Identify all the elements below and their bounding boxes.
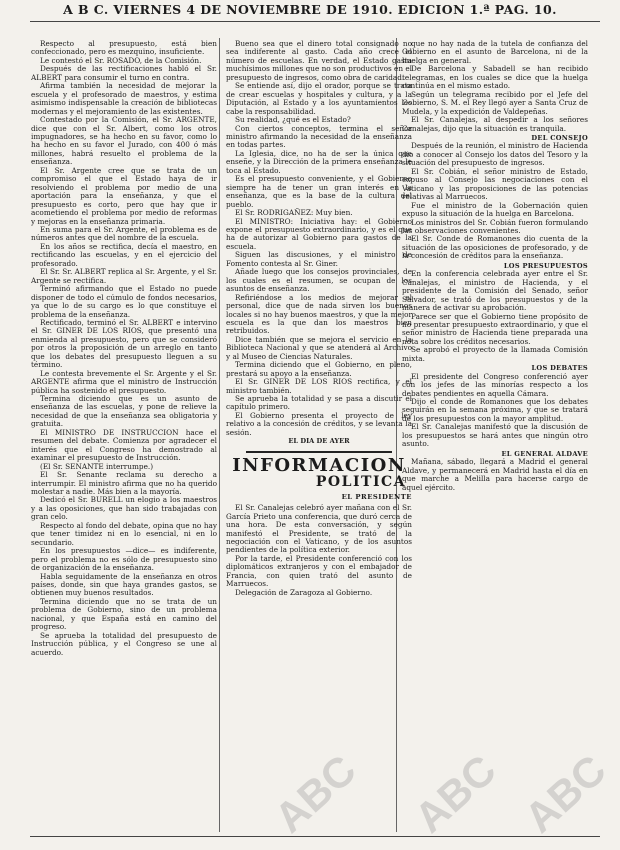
column-1 (31, 40, 217, 830)
article-paragraph: En los años se rectifica, decía el maestro, en rectificando las escuelas, y en el ejercicio del profesorado. (31, 241, 217, 268)
article-paragraph: El Sr. Senante reclama su derecho a interrumpir. El ministro afirma que no ha querido molestar a nadie. Más bien a la mayoría. (31, 470, 217, 497)
article-paragraph: Dedicó el Sr. BURELL un elogio a los maestros y a las oposiciones, que han sido trabajadas con gran celo. (31, 495, 217, 522)
subsection-heading: EL GENERAL ALDAVE (501, 449, 588, 458)
article-paragraph: El presidente del Congreso conferenció ayer con los jefes de las minorías respecto a los debates pendientes en aquella Cámara. (402, 371, 588, 398)
article-paragraph: Se aprueba la totalidad del presupuesto de Instrucción pública, y el Congreso se une al acuerdo. (31, 630, 217, 657)
column-2 (226, 40, 412, 830)
article-paragraph: El MINISTRO DE INSTRUCCION hace el resumen del debate. Comienza por agradecer el interés que el Congreso ha demostrado al examinar el presupuesto de Instrucción. (31, 427, 217, 463)
masthead-title: INFORMACION (232, 454, 406, 476)
masthead-rule (246, 451, 392, 453)
article-paragraph: Termina diciendo que el Gobierno, en pleno, prestará su apoyo a la enseñanza. (226, 360, 412, 378)
article-paragraph: El Sr. Argente cree que se trata de un compromiso el que el Estado haya de ir resolviendo el problema por medio de una aportación para la enseñanza, y que el presupuesto es corto, pero que hay que ir acometiendo el problema por medio de reformas y mejoras en la enseñanza primaria. (31, 165, 217, 226)
header-rule (30, 21, 600, 22)
article-paragraph: Se aprueba la totalidad y se pasa a discutir el capítulo primero. (226, 394, 412, 412)
article-paragraph: El Sr. RODRIGAÑEZ: Muy bien. (235, 208, 353, 218)
article-paragraph: Según un telegrama recibido por el Jefe del Gobierno, S. M. el Rey llegó ayer a Santa Cruz de Mudela, y la expedición de Valdepeñas. (402, 89, 588, 116)
article-paragraph: (El Sr. SENANTE interrumpe.) (40, 461, 154, 471)
article-paragraph: Habla seguidamente de la enseñanza en otros países, donde, sin que haya grandes gastos, se obtienen muy buenos resultados. (31, 571, 217, 598)
article-paragraph: Dijo el conde de Romanones que los debates seguirán en la semana próxima, y que se tratará de los presupuestos con la mayor amplitud. (402, 397, 588, 423)
article-paragraph: El MINISTRO: Iniciativa hay: el Gobierno expone el presupuesto extraordinario, y es el que ha de autorizar al Gobierno para gastos de la escuela. (226, 216, 412, 251)
article-paragraph: Delegación de Zaragoza al Gobierno. (235, 587, 373, 597)
article-paragraph: Rectificado, terminó el Sr. ALBERT e intervino el Sr. GINER DE LOS RIOS, que presentó una enmienda al presupuesto, pero que se consideró por otros la proposición de un arreglo en tanto que los debates del presupuesto lleguen a su término. (31, 317, 217, 370)
article-paragraph: Bueno sea que el dinero total consignado no sea indiferente al gasto. Cada año crece el número de escuelas. En verdad, el Estado gasta muchísimos millones que no son productivos en el presupuesto de ingresos, como obra de caridad. (226, 40, 412, 82)
article-paragraph: En la conferencia celebrada ayer entre el Sr. Canalejas, el ministro de Hacienda, y el presidente de la Comisión del Senado, señor Salvador, se trató de los presupuestos y de la manera de activar su aprobación. (402, 269, 588, 313)
article-paragraph: Contestado por la Comisión, el Sr. ARGENTE, dice que con el Sr. Albert, como los otros impugnadores, se ha hecho en su favor, como lo ha hecho en su favor el Jurado, con 400 ó más millones, habrá resuelto el problema de la enseñanza. (31, 115, 217, 167)
article-paragraph: Termina diciendo que es un asunto de enseñanza de las escuelas, y pone de relieve la necesidad de que la enseñanza sea obligatoria y gratuita. (31, 394, 217, 429)
column-divider (219, 38, 220, 832)
article-paragraph: Se aprobó el proyecto de la llamada Comisión mixta. (402, 345, 588, 363)
article-paragraph: Fue el ministro de la Gobernación quien expuso la situación de la huelga en Barcelona. (402, 200, 588, 219)
article-paragraph: Después de las rectificaciones habló el Sr. ALBERT para consumir el turno en contra. (31, 64, 217, 82)
article-paragraph: Se entiende así, dijo el orador, porque se trata de crear escuelas y hospitales y cultura, y a la Diputación, al Estado y a los ayuntamientos les cabe la responsabilidad. (226, 81, 412, 116)
article-paragraph: El Sr. Canalejas, al despedir a los señores Canalejas, dijo que la situación es tranquila. (402, 115, 588, 133)
article-paragraph: Su realidad, ¿qué es el Estado? (235, 115, 351, 125)
article-paragraph: El Sr. Canalejas manifestó que la discusión de los presupuestos se hará antes que ningún otro asunto. (402, 422, 588, 449)
article-paragraph: que no hay nada de la tutela de confianza del Gobierno en el asunto de Barcelona, ni de la huelga en general. (402, 40, 588, 65)
article-paragraph: Terminó afirmando que el Estado no puede disponer de todo el cúmulo de fondos necesarios, ya que lo de su cargo es lo que constituye el problema de la enseñanza. (31, 284, 217, 319)
article-paragraph: Dice también que se mejora el servicio en la Biblioteca Nacional y que se atenderá al Archivo y al Museo de Ciencias Naturales. (226, 334, 412, 361)
article-paragraph: Le contesta brevemente el Sr. Argente y el Sr. ARGENTE afirma que el ministro de Instrucción pública ha sostenido el presupuesto. (31, 368, 217, 395)
article-paragraph: El Sr. Cobián, el señor ministro de Estado, expuso al Consejo las negociaciones con el Vaticano y las proposiciones de las potencias relativas al Marruecos. (402, 166, 588, 202)
watermark-logo: ABC (405, 745, 505, 842)
article-paragraph: Es el presupuesto conveniente, y el Gobierno siempre ha de tener un gran interés en la enseñanza, que es la base de la cultura del pueblo. (226, 174, 412, 209)
page-header: A B C. VIERNES 4 DE NOVIEMBRE DE 1910. EDICION 1.ª PAG. 10. (63, 2, 557, 17)
article-paragraph: En suma para el Sr. Argente, el problema es de números antes que del nombre de la escuela. (31, 224, 217, 243)
article-paragraph: Refiriéndose a los medios de mejorar el personal, dice que de nada sirven los buenos locales si no hay buenos maestros, y que la mejor escuela es la que dan los maestros bien retribuidos. (226, 292, 412, 336)
watermark-logo: ABC (265, 745, 365, 842)
article-paragraph: Termina diciendo que no se trata de un problema de Gobierno, sino de un problema nacional, y que España está en camino del progreso. (31, 596, 217, 632)
article-paragraph: En los presupuestos —dice— es indiferente, pero el problema no es sólo de presupuesto sino de organización de la enseñanza. (31, 546, 217, 573)
masthead-title: POLITICA (315, 473, 406, 490)
section-label: EL DIA DE AYER (288, 437, 350, 446)
article-paragraph: Por la tarde, el Presidente conferenció con los diplomáticos extranjeros y con el embajador de Francia, con quien trató del asunto de Marruecos. (226, 553, 412, 589)
article-paragraph: El Sr. GINER DE LOS RIOS rectifica, y el ministro también. (226, 377, 412, 395)
article-paragraph: Siguen las discusiones, y el ministro de Fomento contesta al Sr. Giner. (226, 250, 412, 268)
article-paragraph: La Iglesia, dice, no ha de ser la única que enseñe, y la Dirección de la primera enseñanza le toca al Estado. (226, 148, 412, 175)
article-paragraph: El Sr. Conde de Romanones dio cuenta de la situación de las oposiciones de profesorado, y de la concesión de créditos para la enseñanza. (402, 234, 588, 261)
subsection-heading: EL PRESIDENTE (341, 492, 412, 501)
article-paragraph: Los ministros del Sr. Cobián fueron formulando las observaciones convenientes. (402, 217, 588, 235)
subsection-heading: LOS DEBATES (531, 364, 588, 373)
subsection-heading: LOS PRESUPUESTOS (503, 261, 588, 270)
article-paragraph: Con ciertos conceptos, termina el señor ministro afirmando la necesidad de la enseñanza en todas partes. (226, 123, 412, 150)
column-3 (402, 40, 588, 830)
article-paragraph: Después de la reunión, el ministro de Hacienda dio a conocer al Consejo los datos del Tesoro y la situación del presupuesto de ingresos. (402, 141, 588, 168)
watermark-logo: ABC (515, 745, 615, 842)
article-paragraph: Le contestó el Sr. ROSADO, de la Comisión. (40, 55, 202, 65)
article-paragraph: El Sr. Canalejas celebró ayer mañana con el Sr. García Prieto una conferencia, que duró cerca de una hora. De esta conversación, y según manifestó el Presidente, se trató de la negociación con el Vaticano, y de los asuntos pendientes de la política exterior. (226, 503, 412, 555)
article-paragraph: Añade luego que los consejos provinciales, de los cuales es el resumen, se ocupan de los asuntos de enseñanza. (226, 267, 412, 294)
article-paragraph: Mañana, sábado, llegará a Madrid el general Aldave, y permanecerá en Madrid hasta el día en que marche a Melilla para hacerse cargo de aquel ejército. (402, 457, 588, 492)
article-paragraph: Parece ser que el Gobierno tiene propósito de no presentar presupuesto extraordinario, y que el señor ministro de Hacienda tiene preparada una nota sobre los créditos necesarios. (402, 311, 588, 346)
section-masthead (226, 451, 412, 501)
article-paragraph: El Gobierno presenta el proyecto de ley relativo a la concesión de créditos, y se levanta la sesión. (226, 410, 412, 437)
subsection-heading: DEL CONSEJO (531, 133, 588, 142)
article-paragraph: Respecto al presupuesto, está bien confeccionado, pero es mezquino, insuficiente. (31, 40, 217, 57)
footer-rule (30, 836, 600, 837)
article-paragraph: Respecto al fondo del debate, opina que no hay que tener timidez ni en lo esencial, ni en lo secundario. (31, 520, 217, 547)
article-paragraph: De Barcelona y Sabadell se han recibido telegramas, en los cuales se dice que la huelga continúa en el mismo estado. (402, 64, 588, 91)
article-paragraph: Afirma también la necesidad de mejorar la escuela y el profesorado de maestros, y estima asimismo indispensable la creación de bibliotecas modernas y el mejoramiento de las existentes. (31, 81, 217, 116)
article-paragraph: El Sr. Sr. ALBERT replica al Sr. Argente, y el Sr. Argente se rectifica. (31, 267, 217, 285)
